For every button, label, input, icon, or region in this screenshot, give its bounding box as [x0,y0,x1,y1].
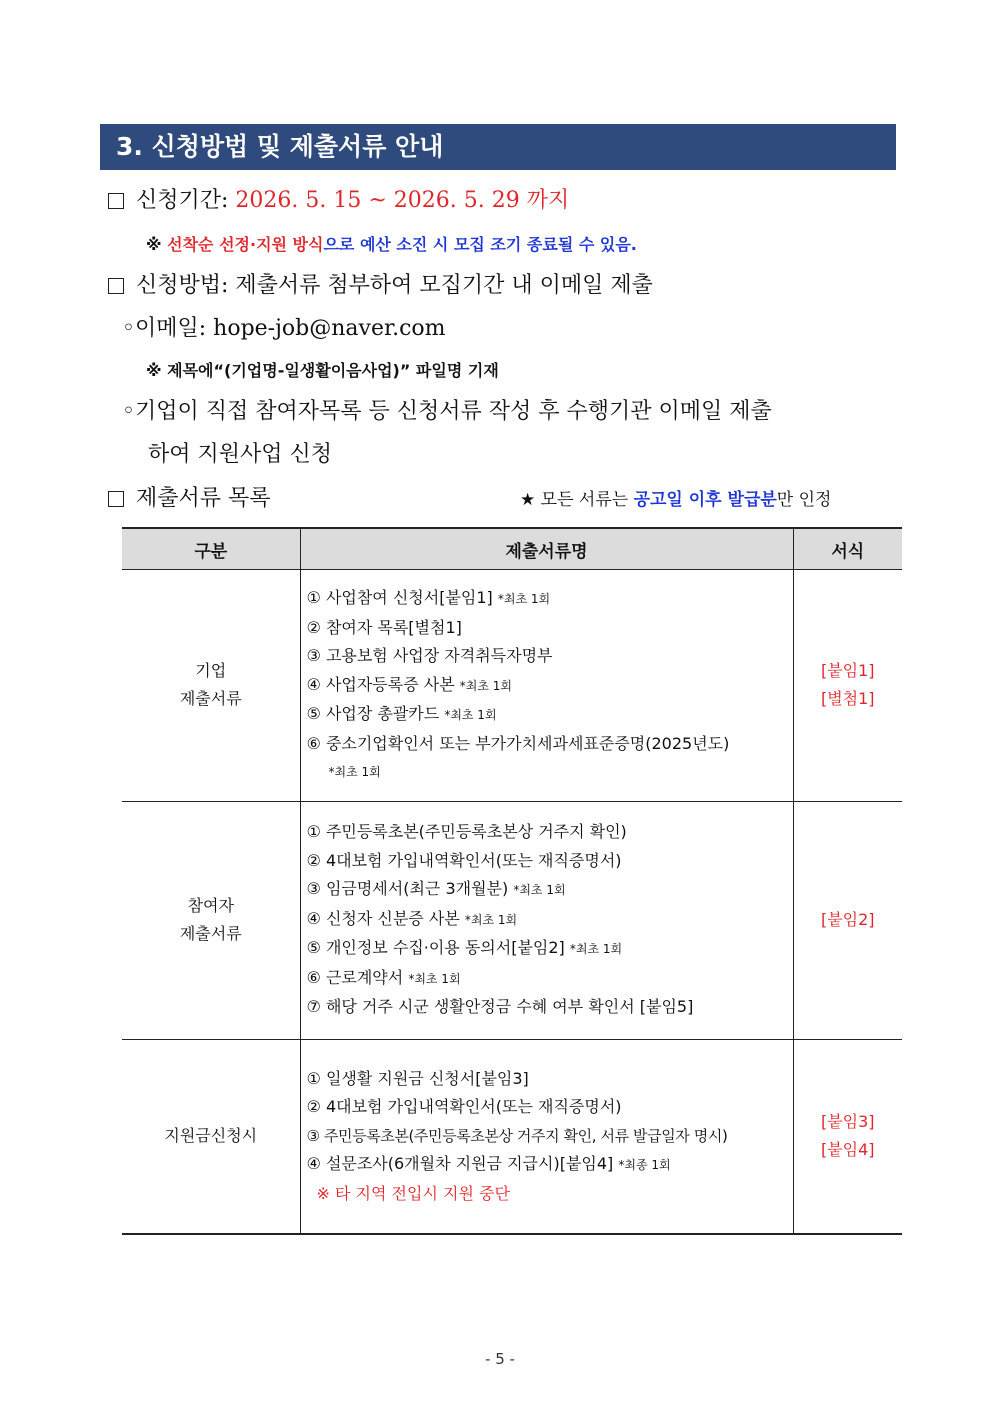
list-item: ③ 주민등록초본(주민등록초본상 거주지 확인, 서류 발급일자 명시) [306,1126,728,1145]
list-item: ③ 임금명세서(최근 3개월분) *최초 1회 [306,879,566,899]
row-forms: [붙임2] [793,801,902,1039]
list-item: ① 일생활 지원금 신청서[붙임3] [306,1068,529,1088]
period-value: 2026. 5. 15 ~ 2026. 5. 29 까지 [235,188,570,213]
documents-table [122,527,902,1235]
header-docs: 제출서류명 [300,528,793,570]
list-item: ⑤ 사업장 총괄카드 *최초 1회 [306,704,497,723]
list-item: ② 4대보험 가입내역확인서(또는 재직증명서) [306,1097,622,1116]
star-note [520,485,831,510]
checkbox-square-icon [108,278,124,294]
row-forms: [붙임1] [별첨1] [793,570,902,802]
email-line [122,311,446,342]
row-forms: [붙임3] [붙임4] [793,1039,902,1234]
header-category: 구분 [122,528,300,570]
period-label: 신청기간: [136,188,229,213]
star-note-post: 만 인정 [776,490,832,510]
list-item-continuation: *최초 1회 [328,765,381,779]
list-item: ② 참여자 목록[별첨1] [306,617,462,637]
row-items [300,1039,793,1234]
row-category: 참여자 제출서류 [122,801,300,1039]
header-form: 서식 [793,528,902,570]
star-note-pre: 모든 서류는 [540,490,629,510]
checkbox-square-icon [108,193,124,209]
notice-red-text: 선착순 선정·지원 방식 [167,235,324,254]
method-text: 신청방법: 제출서류 첨부하여 모집기간 내 이메일 제출 [136,273,653,298]
page-number: - 5 - [485,1350,515,1368]
section-title: 3. 신청방법 및 제출서류 안내 [116,132,444,161]
list-item: ④ 신청자 신분증 사본 *최초 1회 [306,908,518,928]
company-note-line1 [122,394,772,425]
docs-list-line [108,481,271,512]
row-items [300,570,793,802]
row-category: 지원금신청시 [122,1039,300,1234]
section-title-bar [100,124,896,170]
warning-text: ※ 타 지역 전입시 지원 중단 [316,1183,510,1203]
email-address: hope-job@naver.com [213,316,446,341]
list-item: ③ 고용보험 사업장 자격취득자명부 [306,646,553,665]
star-note-highlight: 공고일 이후 발급분 [633,490,777,510]
email-label: ◦이메일: [122,316,207,341]
company-note-text2: 하여 지원사업 신청 [148,442,333,467]
notice-filename-text: ※ 제목에“(기업명-일생활이음사업)” 파일명 기재 [146,361,499,380]
company-note-line2 [148,437,332,468]
list-item: ⑤ 개인정보 수집·이용 동의서[붙임2] *최초 1회 [306,938,623,958]
list-item: ④ 설문조사(6개월차 지원금 지급시)[붙임4] *최종 1회 [306,1154,671,1173]
checkbox-square-icon [108,491,124,507]
notice-mark: ※ [146,235,162,254]
period-line [108,183,569,214]
list-item: ⑥ 근로계약서 *최초 1회 [306,967,461,987]
list-item: ⑦ 해당 거주 시군 생활안정금 수혜 여부 확인서 [붙임5] [306,997,694,1017]
notice-blue-text: 으로 예산 소진 시 모집 조기 종료될 수 있음. [323,235,637,254]
list-item: ⑥ 중소기업확인서 또는 부가가치세과세표준증명(2025년도) [306,733,730,753]
notice-early-close [146,232,637,255]
table-header-row [122,528,902,570]
list-item: ② 4대보험 가입내역확인서(또는 재직증명서) [306,850,622,870]
list-item: ④ 사업자등록증 사본 *최초 1회 [306,674,512,694]
method-line [108,268,653,299]
row-items [300,801,793,1039]
row-category: 기업 제출서류 [122,570,300,802]
notice-filename [146,358,499,381]
list-item: ① 주민등록초본(주민등록초본상 거주지 확인) [306,822,627,842]
list-item: ① 사업참여 신청서[붙임1] *최초 1회 [306,588,551,607]
star-icon: ★ [520,490,536,510]
table-row [122,570,902,802]
docs-list-label: 제출서류 목록 [136,486,271,511]
table-row [122,1039,902,1234]
table-row [122,801,902,1039]
company-note-text1: ◦기업이 직접 참여자목록 등 신청서류 작성 후 수행기관 이메일 제출 [122,399,772,424]
